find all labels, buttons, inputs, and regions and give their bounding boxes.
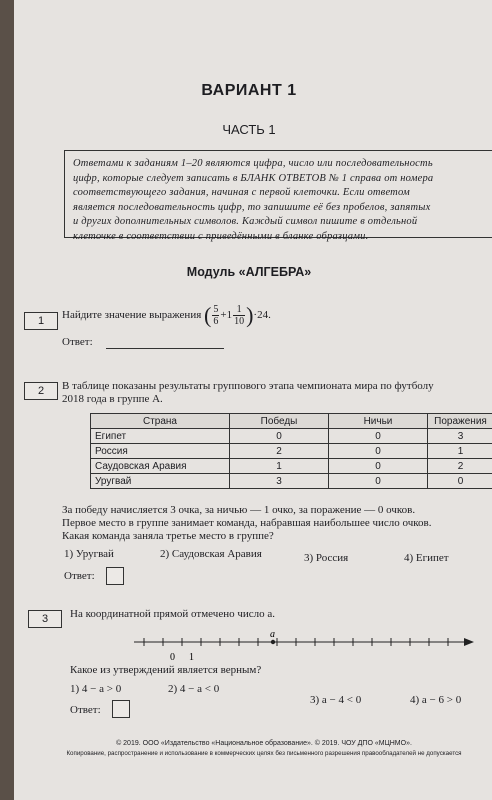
instructions-line: является последовательность цифр, то запишите её без пробелов, запятых (73, 201, 431, 213)
paren-close: ) (246, 302, 254, 328)
denominator: 6 (213, 315, 219, 327)
point-a (271, 640, 275, 644)
instructions-line: соответствующего задания, начиная с первой клеточки. Если ответом (73, 187, 410, 198)
table-cell: 0 (230, 429, 329, 444)
task-number: 1 (24, 312, 58, 330)
table-cell: 0 (428, 474, 492, 489)
plus-term: +1 (220, 309, 233, 321)
task3-question: Какое из утверждений является верным? (70, 664, 262, 676)
task1-text: Найдите значение выражения (62, 309, 202, 321)
table-cell: 1 (428, 444, 492, 459)
option[interactable]: 4) Египет (404, 552, 449, 564)
option[interactable]: 1) Уругвай (64, 548, 114, 560)
answer-box[interactable] (106, 567, 124, 585)
column-header: Страна (91, 414, 230, 429)
instructions-line: и других дополнительных символов. Каждый символ пишите в отдельной (73, 216, 418, 227)
option[interactable]: 3) a − 4 < 0 (310, 694, 362, 706)
column-header: Победы (230, 414, 329, 429)
fraction (233, 304, 245, 327)
task2-text-line: В таблице показаны результаты группового этапа чемпионата мира по футболу (62, 380, 434, 392)
instructions-line: цифр, которые следует записать в БЛАНК ОТВЕТОВ № 1 справа от номера (73, 172, 434, 184)
answer-label: Ответ: (64, 570, 95, 582)
table-cell: 0 (329, 474, 428, 489)
module-title: Модуль «АЛГЕБРА» (186, 265, 312, 279)
instructions-box (64, 150, 492, 242)
label-one: 1 (189, 652, 194, 663)
footer-copyright: © 2019. ООО «Издательство «Национальное образование». © 2019. ЧОУ ДПО «МЦНМО». (116, 740, 412, 747)
numerator: 5 (213, 303, 219, 315)
answer-line[interactable] (106, 348, 224, 349)
option[interactable]: 2) Саудовская Аравия (160, 548, 262, 560)
instructions-line: Ответами к заданиям 1–20 являются цифра, число или последовательность (73, 158, 433, 169)
option[interactable]: 3) Россия (304, 552, 349, 564)
column-header: Поражения (428, 414, 492, 429)
answer-box[interactable] (112, 700, 130, 718)
table-cell: 3 (428, 429, 492, 444)
table-cell: 0 (329, 444, 428, 459)
table-row (91, 474, 492, 489)
table-header-row (91, 414, 492, 429)
task1-statement (62, 300, 271, 330)
option[interactable]: 2) 4 − a < 0 (168, 683, 220, 695)
table-cell: 3 (230, 474, 329, 489)
table-row (91, 459, 492, 474)
paren-open: ( (204, 302, 212, 328)
label-a: a (270, 629, 275, 640)
task3-text: На координатной прямой отмечено число a. (70, 608, 276, 620)
table-cell: 1 (230, 459, 329, 474)
table-row (91, 429, 492, 444)
task2-text-line: Какая команда заняла третье место в группе? (62, 530, 274, 542)
part-title: ЧАСТЬ 1 (222, 122, 276, 137)
exam-page (14, 0, 492, 800)
label-zero: 0 (170, 652, 175, 663)
answer-label: Ответ: (70, 704, 101, 716)
task-number: 2 (24, 382, 58, 400)
variant-title: ВАРИАНТ 1 (201, 82, 297, 99)
table-cell: 0 (329, 459, 428, 474)
task2-text-line: За победу начисляется 3 очка, за ничью — 1 очко, за поражение — 0 очков. (62, 504, 416, 516)
table-cell: 2 (230, 444, 329, 459)
table-cell: 0 (329, 429, 428, 444)
column-header: Ничьи (329, 414, 428, 429)
table-cell: Россия (91, 444, 230, 459)
task2-text-line: 2018 года в группе А. (62, 393, 163, 405)
fraction (212, 304, 219, 327)
table-cell: Уругвай (91, 474, 230, 489)
number-line (134, 628, 484, 664)
answer-label: Ответ: (62, 336, 93, 348)
footer-notice: Копирование, распространение и использование в коммерческих целях без письменного разрешения правообладателей не допускается (66, 750, 462, 757)
table-cell: 2 (428, 459, 492, 474)
table-cell: Саудовская Аравия (91, 459, 230, 474)
option[interactable]: 4) a − 6 > 0 (410, 694, 462, 706)
table-cell: Египет (91, 429, 230, 444)
option[interactable]: 1) 4 − a > 0 (70, 683, 122, 695)
task2-text-line: Первое место в группе занимает команда, набравшая наибольшее число очков. (62, 517, 432, 529)
expression-tail: ·24. (253, 309, 271, 321)
task-number: 3 (28, 610, 62, 628)
axis-arrow (464, 638, 474, 646)
instructions-line: клеточке в соответствии с приведёнными в бланке образцами. (73, 230, 369, 242)
table-row (91, 444, 492, 459)
denominator: 10 (234, 315, 245, 327)
numerator: 1 (233, 304, 245, 316)
results-table (90, 413, 492, 489)
